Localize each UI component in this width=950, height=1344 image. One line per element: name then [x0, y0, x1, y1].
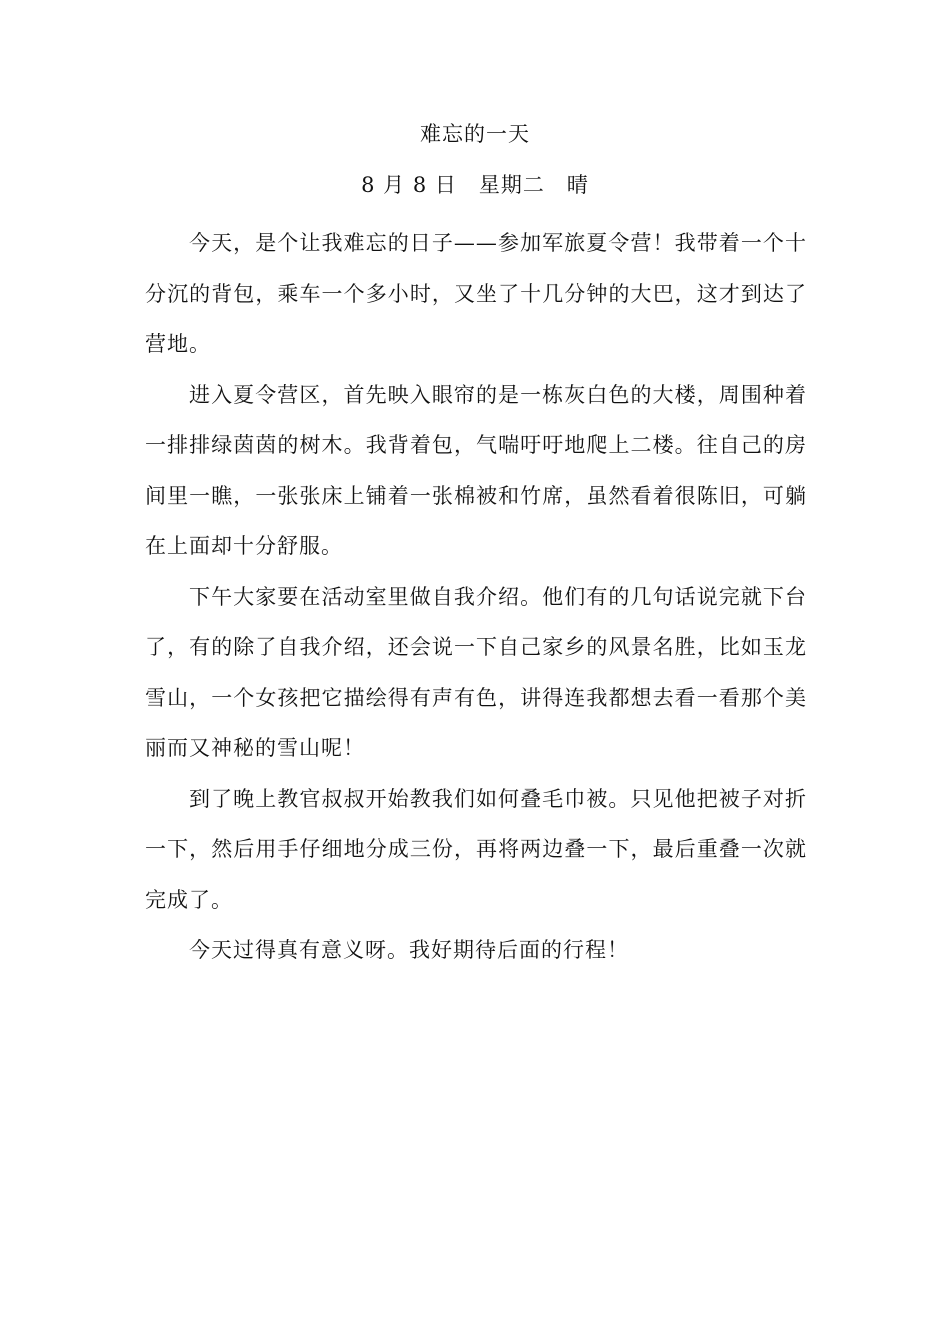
paragraph: 到了晚上教官叔叔开始教我们如何叠毛巾被。只见他把被子对折一下，然后用手仔细地分成三份，再将两边叠一下，最后重叠一次就完成了。	[145, 786, 807, 912]
paragraph: 今天，是个让我难忘的日子——参加军旅夏令营！我带着一个十分沉的背包，乘车一个多小时，又坐了十几分钟的大巴，这才到达了营地。	[145, 231, 807, 356]
paragraph: 进入夏令营区，首先映入眼帘的是一栋灰白色的大楼，周围种着一排排绿茵茵的树木。我背着包，气喘吁吁地爬上二楼。往自己的房间里一瞧，一张张床上铺着一张棉被和竹席，虽然看着很陈旧，可躺在上面却十分舒服。	[145, 382, 807, 558]
document-body	[145, 218, 807, 976]
paragraph: 下午大家要在活动室里做自我介绍。他们有的几句话说完就下台了，有的除了自我介绍，还会说一下自己家乡的风景名胜，比如玉龙雪山，一个女孩把它描绘得有声有色，讲得连我都想去看一看那个美丽而又神秘的雪山呢！	[145, 584, 807, 760]
paragraph: 今天过得真有意义呀。我好期待后面的行程！	[189, 938, 629, 962]
date-weather-line: 8 月 8 日 星期二 晴	[361, 173, 589, 197]
document-title: 难忘的一天	[420, 122, 530, 146]
